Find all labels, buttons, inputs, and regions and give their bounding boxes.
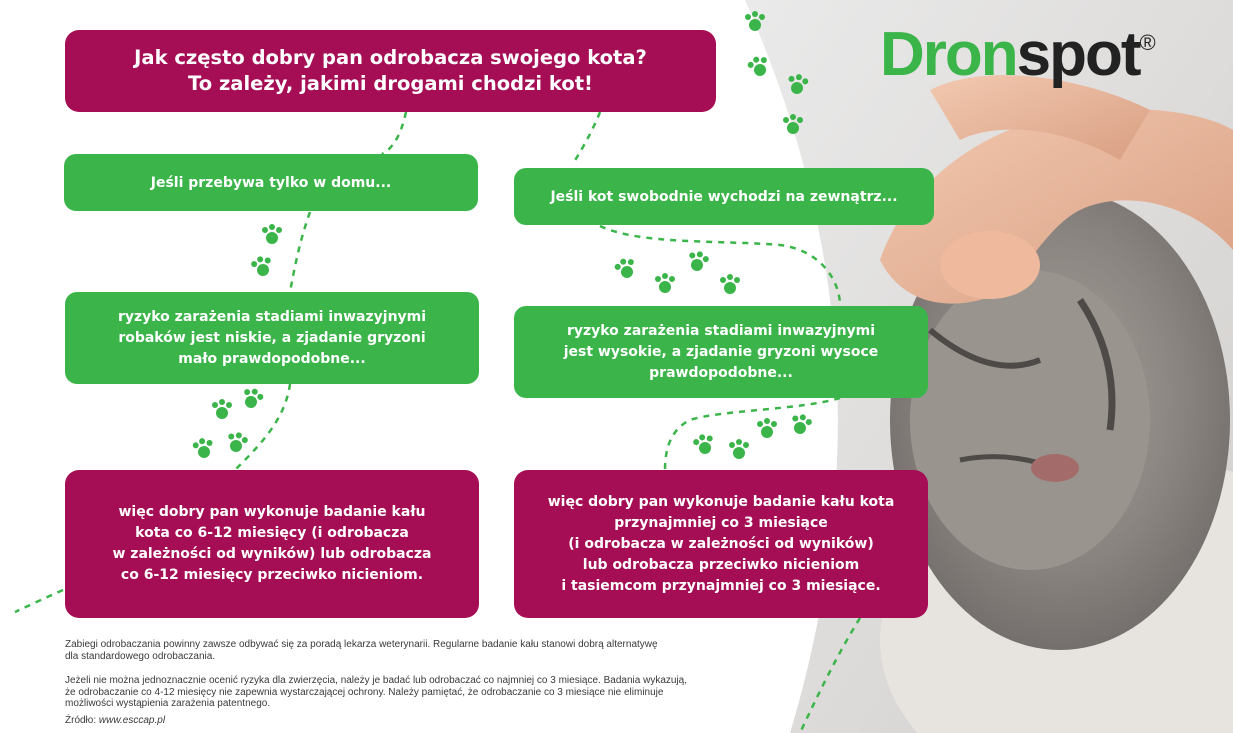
source-label: Źródło: bbox=[65, 715, 99, 726]
outdoor-cat-advice-text: więc dobry pan wykonuje badanie kału kota przynajmniej co 3 miesiące (i odrobacza w zależności od wyników) lub odrobacza przeciwko nicieniom i tasiemcom przynajmniej co 3 miesiące. bbox=[547, 493, 895, 594]
indoor-cat-advice-text: więc dobry pan wykonuje badanie kału kota co 6-12 miesięcy (i odrobacza w zależności od wyników) lub odrobacza co 6-12 miesięcy przeciwko nicieniom. bbox=[112, 504, 432, 583]
outdoor-cat-condition-box bbox=[514, 168, 934, 225]
headline-box bbox=[65, 30, 716, 112]
footnote-2: Jeżeli nie można jednoznacznie ocenić ryzyka dla zwierzęcia, należy je badać lub odrobaczać co najmniej co 3 miesiące. Badania wykazują, że odrobaczanie co 4-12 miesięcy nie zapewnia wystarczającej ochrony. Należy pamiętać, że odrobaczanie co 3 miesiące nie eliminuje możliwości wystąpienia zarażenia patentnego. bbox=[65, 675, 687, 709]
headline-text: Jak często dobry pan odrobacza swojego kota? To zależy, jakimi drogami chodzi kot! bbox=[134, 46, 647, 95]
indoor-cat-condition-text: Jeśli przebywa tylko w domu... bbox=[150, 174, 392, 191]
registered-mark: ® bbox=[1139, 30, 1156, 55]
logo-text-dark: spot bbox=[1016, 20, 1140, 89]
indoor-cat-risk-box bbox=[65, 292, 479, 384]
dronspot-logo bbox=[880, 20, 1156, 89]
indoor-cat-condition-box bbox=[64, 154, 478, 211]
outdoor-cat-risk-text: ryzyko zarażenia stadiami inwazyjnymi jest wysokie, a zjadanie gryzoni wysoce prawdopodobne... bbox=[563, 322, 879, 381]
source-link[interactable]: www.esccap.pl bbox=[98, 715, 166, 726]
outdoor-cat-advice-box bbox=[514, 470, 928, 618]
footnote-1: Zabiegi odrobaczania powinny zawsze odbywać się za poradą lekarza weterynarii. Regularne badanie kału stanowi dobrą alternatywę dla standardowego odrobaczania. bbox=[65, 639, 658, 662]
indoor-cat-advice-box bbox=[65, 470, 479, 618]
logo-text-green: Dron bbox=[880, 20, 1017, 89]
outdoor-cat-risk-box bbox=[514, 306, 928, 398]
indoor-cat-risk-text: ryzyko zarażenia stadiami inwazyjnymi robaków jest niskie, a zjadanie gryzoni mało prawdopodobne... bbox=[117, 308, 427, 367]
outdoor-cat-condition-text: Jeśli kot swobodnie wychodzi na zewnątrz... bbox=[550, 188, 898, 205]
source-line bbox=[65, 715, 785, 727]
